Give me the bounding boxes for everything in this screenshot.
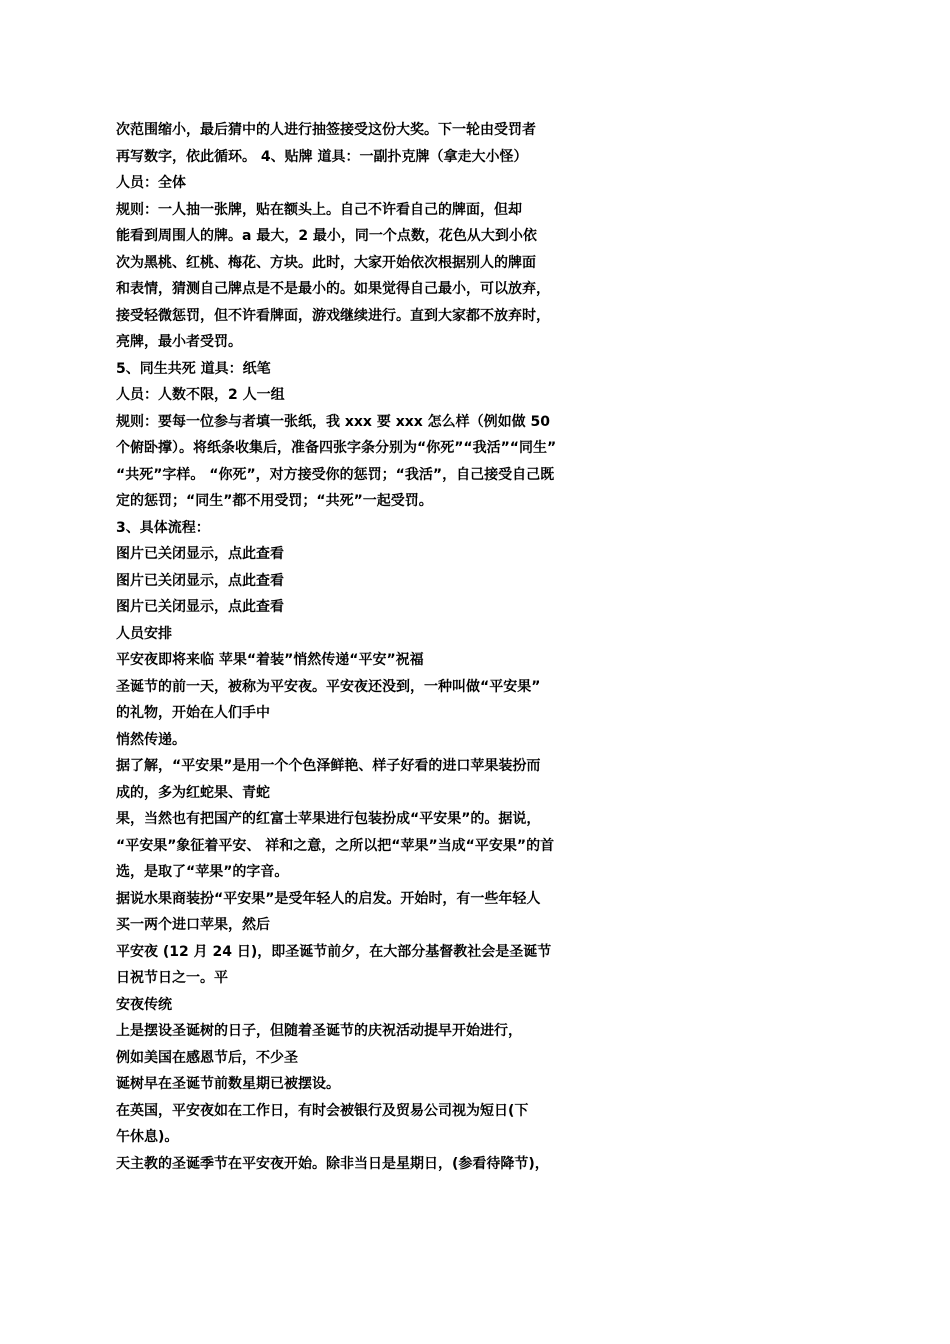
text-line: 3、具体流程： — [116, 519, 210, 536]
text-line: 图片已关闭显示，点此查看 — [116, 572, 284, 589]
text-line: 在英国，平安夜如在工作日，有时会被银行及贸易公司视为短日(下 — [116, 1102, 529, 1119]
text-line: 图片已关闭显示，点此查看 — [116, 599, 284, 615]
text-line: 日祝节日之一。平 — [116, 970, 228, 986]
text-line: 接受轻微惩罚，但不许看牌面，游戏继续进行。直到大家都不放弃时， — [116, 307, 550, 324]
text-line: 的礼物，开始在人们手中 — [116, 705, 270, 721]
text-line: 平安夜即将来临 苹果“着装”悄然传递“平安”祝福 — [116, 652, 424, 668]
text-line: 据说水果商装扮“平安果”是受年轻人的启发。开始时，有一些年轻人 — [116, 890, 541, 907]
text-line: 平安夜 (12 月 24 日)，即圣诞节前夕，在大部分基督教社会是圣诞节 — [116, 943, 552, 960]
text-line: 定的惩罚；“同生”都不用受罚；“共死”一起受罚。 — [116, 493, 433, 509]
text-line: 再写数字，依此循环。 4、贴牌 道具：一副扑克牌（拿走大小怪） — [116, 148, 528, 165]
text-line: 能看到周围人的牌。a 最大，2 最小，同一个点数，花色从大到小依 — [116, 228, 537, 244]
text-line: 图片已关闭显示，点此查看 — [116, 546, 284, 562]
text-line: 人员：全体 — [116, 175, 186, 191]
text-line: 午休息)。 — [116, 1129, 179, 1145]
text-line: 安夜传统 — [116, 996, 172, 1013]
text-line: 悄然传递。 — [116, 731, 186, 748]
text-line: 成的，多为红蛇果、青蛇 — [116, 784, 270, 801]
text-line: 天主教的圣诞季节在平安夜开始。除非当日是星期日，(参看待降节)， — [116, 1155, 549, 1172]
text-line: 诞树早在圣诞节前数星期已被摆设。 — [116, 1076, 340, 1092]
text-line: 例如美国在感恩节后，不少圣 — [116, 1049, 298, 1066]
text-line: “平安果”象征着平安、 祥和之意，之所以把“苹果”当成“平安果”的首 — [116, 837, 555, 854]
text-line: 规则：一人抽一张牌，贴在额头上。自己不许看自己的牌面，但却 — [116, 201, 522, 218]
text-line: 果，当然也有把国产的红富士苹果进行包装扮成“平安果”的。据说， — [116, 811, 541, 827]
text-line: 人员安排 — [116, 625, 172, 642]
text-line: 选，是取了“苹果”的字音。 — [116, 864, 289, 880]
text-line: 人员：人数不限，2 人一组 — [116, 387, 285, 403]
text-line: 亮牌，最小者受罚。 — [116, 334, 242, 350]
text-line: 据了解，“平安果”是用一个个色泽鲜艳、样子好看的进口苹果装扮而 — [116, 758, 541, 774]
text-line: 次为黑桃、红桃、梅花、方块。此时，大家开始依次根据别人的牌面 — [116, 254, 536, 271]
text-line: 5、同生共死 道具：纸笔 — [116, 360, 271, 377]
text-line: 圣诞节的前一天，被称为平安夜。平安夜还没到，一种叫做“平安果” — [116, 678, 541, 695]
text-line: 次范围缩小，最后猜中的人进行抽签接受这份大奖。下一轮由受罚者 — [116, 122, 536, 138]
text-line: 买一两个进口苹果，然后 — [116, 917, 270, 933]
text-line: 个俯卧撑）。将纸条收集后，准备四张字条分别为“你死”“我活”“同生” — [116, 440, 557, 456]
text-line: 规则：要每一位参与者填一张纸，我 xxx 要 xxx 怎么样（例如做 50 — [116, 413, 551, 430]
text-line: 和表情，猜测自己牌点是不是最小的。如果觉得自己最小，可以放弃， — [116, 281, 550, 297]
document-text-body — [116, 117, 841, 1177]
text-line: 上是摆设圣诞树的日子，但随着圣诞节的庆祝活动提早开始进行， — [116, 1023, 522, 1039]
text-line: “共死”字样。 “你死”，对方接受你的惩罚；“我活”，自己接受自己既 — [116, 466, 555, 483]
